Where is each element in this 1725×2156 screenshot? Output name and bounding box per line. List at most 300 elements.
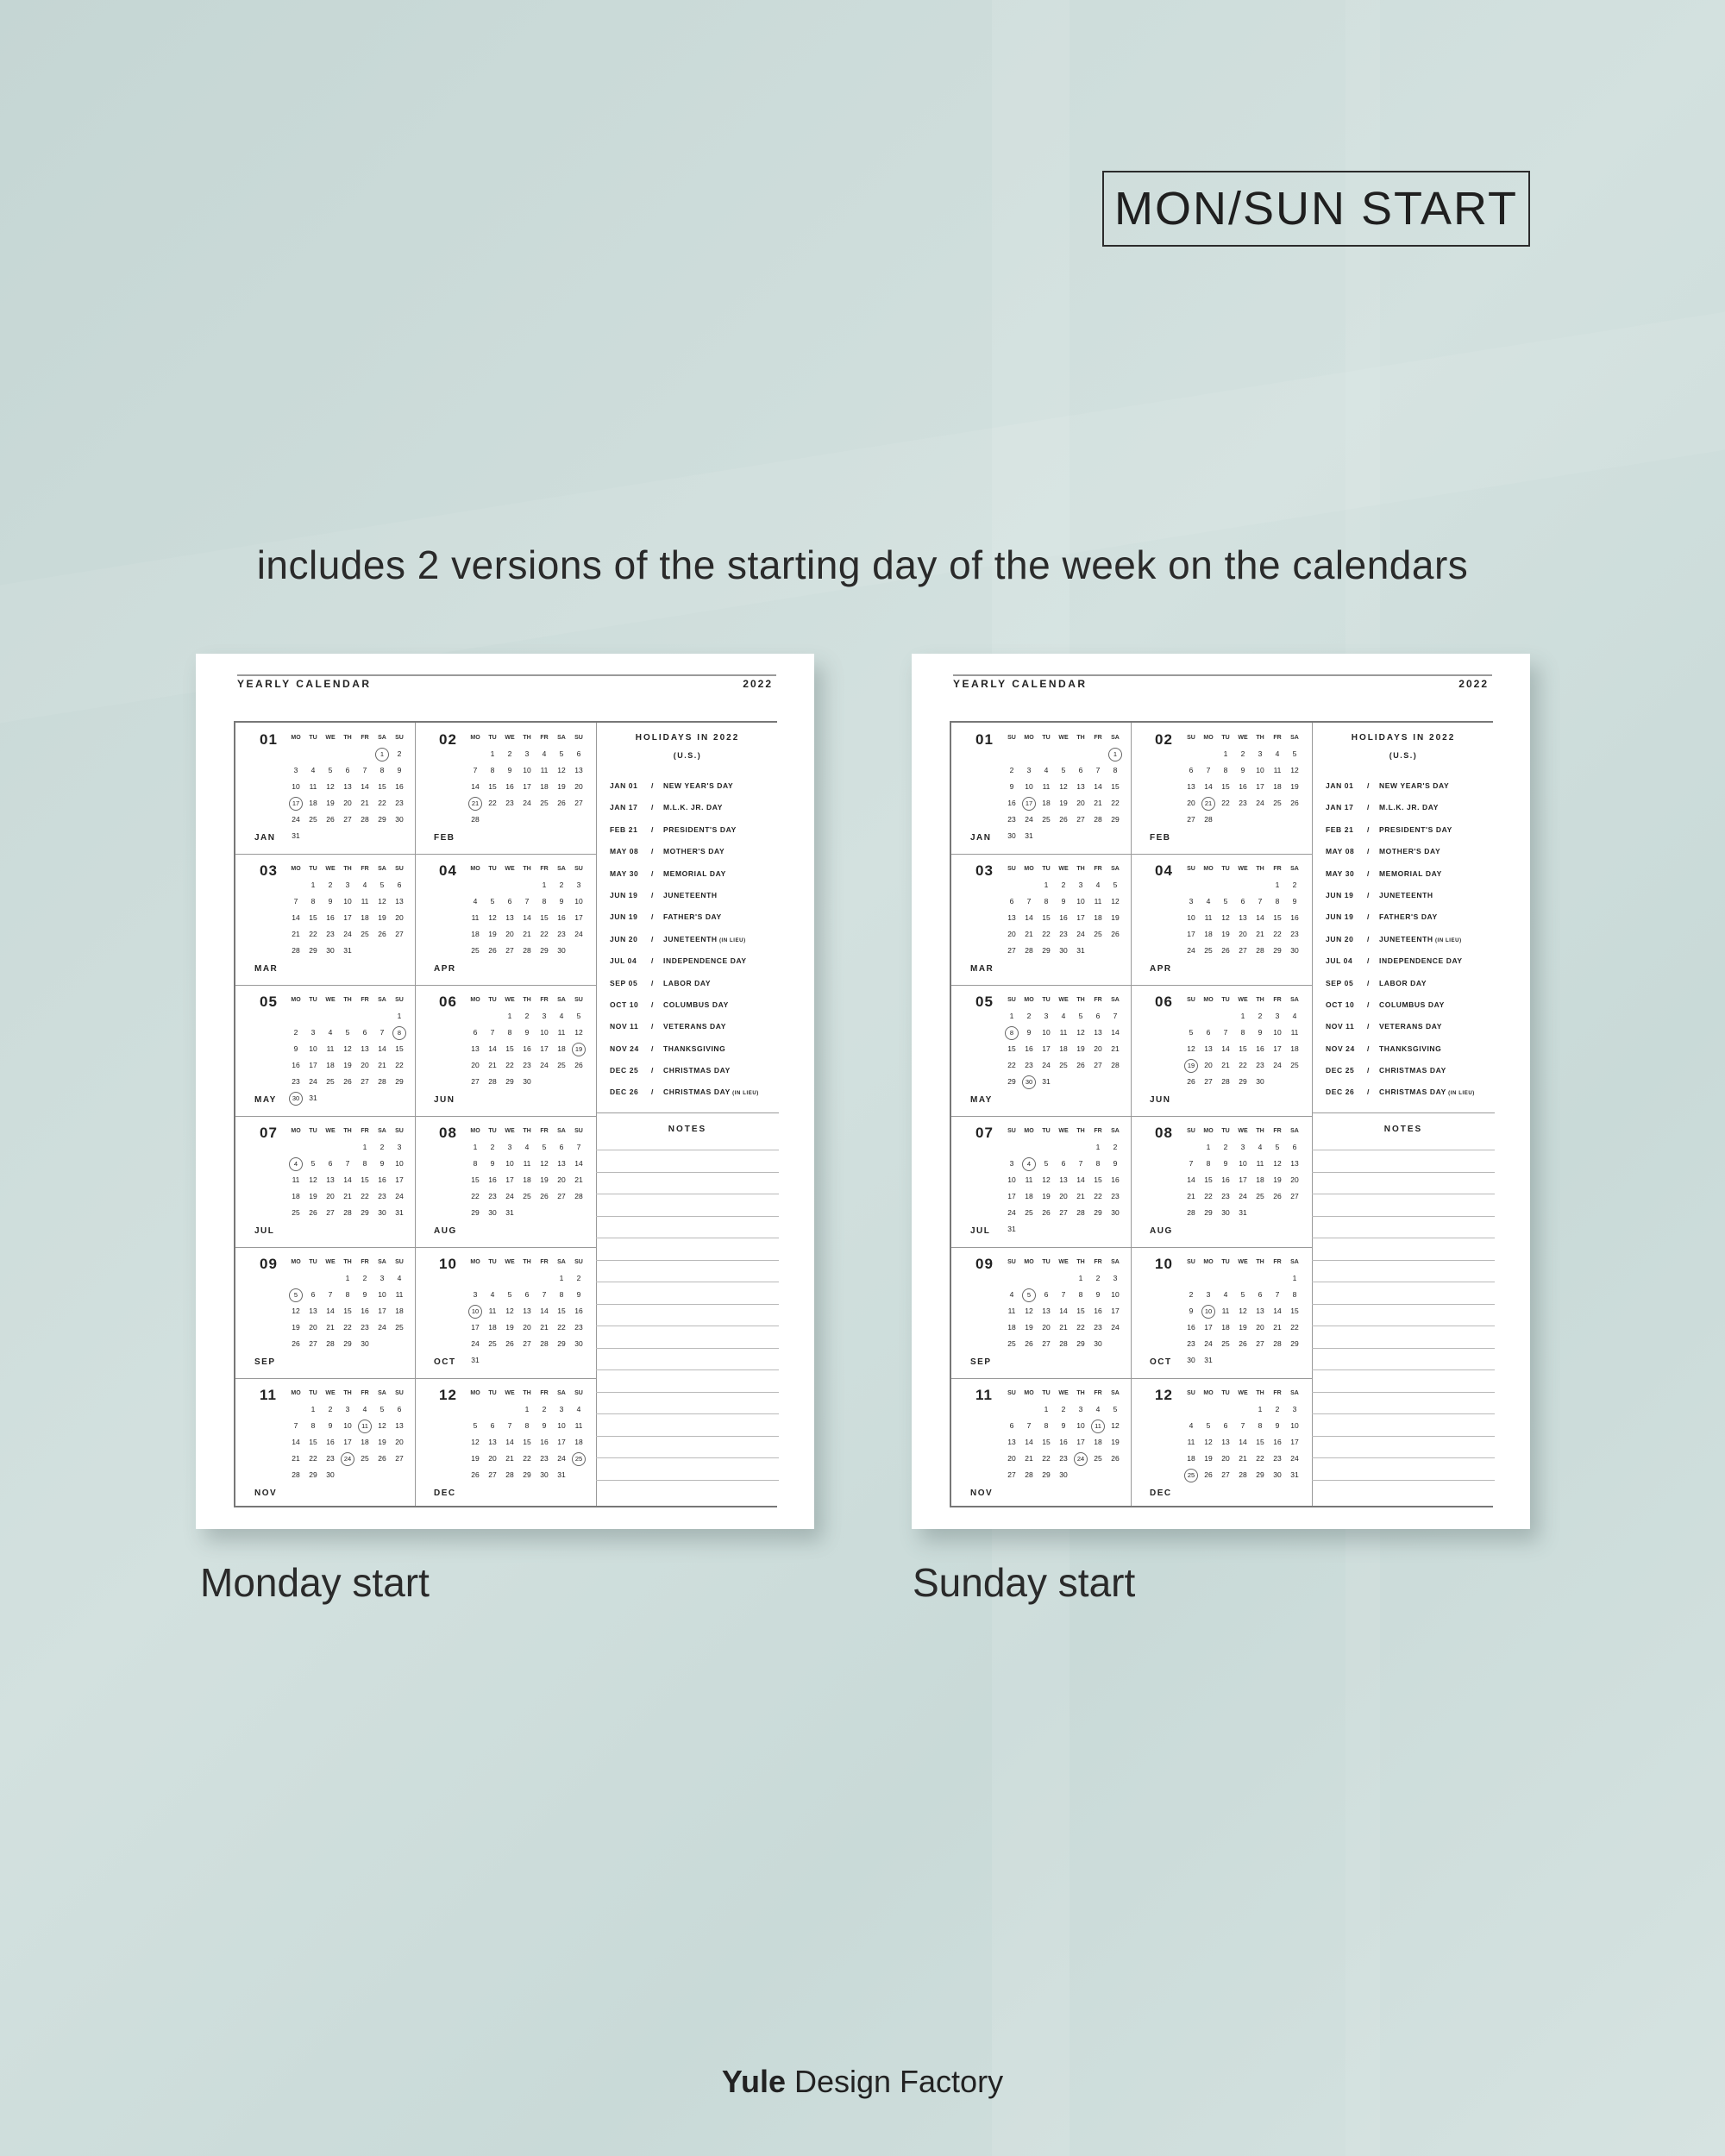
day-cell: 17 <box>540 1044 549 1053</box>
day-cell: 3 <box>345 1405 350 1413</box>
day-cell: 30 <box>1059 946 1068 955</box>
notes-line <box>596 1369 779 1370</box>
day-cell: 13 <box>343 782 352 791</box>
holiday-row <box>1326 956 1475 978</box>
day-cell: 30 <box>1094 1339 1102 1348</box>
holiday-separator: / <box>1367 803 1370 812</box>
day-cell: 19 <box>540 1175 549 1184</box>
day-cell: 3 <box>507 1143 512 1151</box>
holiday-date: JUL 04 <box>610 956 637 966</box>
day-cell: 22 <box>1111 799 1120 807</box>
holiday-date: OCT 10 <box>610 1000 639 1009</box>
day-cell: 26 <box>292 1339 300 1348</box>
day-cell: 4 <box>559 1012 564 1020</box>
holiday-note: (IN LIEU) <box>1446 1091 1475 1097</box>
month-number: 04 <box>439 862 457 879</box>
day-cell: 21 <box>1256 930 1264 938</box>
weekday-header: SA <box>1111 866 1120 872</box>
weekday-header: MO <box>291 1259 301 1265</box>
day-cell: 22 <box>471 1192 480 1200</box>
day-cell: 27 <box>488 1470 497 1479</box>
weekday-header: TH <box>523 735 531 741</box>
day-cell: 23 <box>1273 1454 1282 1463</box>
day-cell: 7 <box>524 897 530 906</box>
day-cell: 17 <box>1111 1307 1120 1315</box>
day-cell <box>373 746 391 762</box>
day-cell: 7 <box>293 897 298 906</box>
day-cell: 26 <box>1111 1454 1120 1463</box>
month-days <box>1182 861 1303 959</box>
empty-day <box>1089 746 1107 762</box>
day-cell: 19 <box>1042 1192 1051 1200</box>
day-cell: 19 <box>343 1061 352 1069</box>
day-cell: 8 <box>1044 897 1049 906</box>
holiday-row <box>610 956 759 978</box>
day-cell: 30 <box>326 1470 335 1479</box>
day-cell: 31 <box>1204 1356 1213 1364</box>
day-cell: 29 <box>1111 815 1120 824</box>
day-cell: 14 <box>574 1159 583 1168</box>
weekday-header: TH <box>1256 997 1264 1003</box>
empty-day <box>1200 877 1217 893</box>
day-cell: 18 <box>557 1044 566 1053</box>
weekday-header: SA <box>378 1390 386 1396</box>
weekday-header: SU <box>1007 735 1016 741</box>
calendar-title: YEARLY CALENDAR <box>953 678 1088 690</box>
holiday-row <box>1326 1022 1475 1044</box>
day-cell: 20 <box>523 1323 531 1332</box>
day-cell <box>1107 746 1124 762</box>
empty-day <box>1217 1401 1234 1418</box>
header-rule <box>953 674 1492 676</box>
day-cell <box>1020 1074 1038 1090</box>
empty-day <box>1020 1139 1038 1156</box>
holiday-circle: 24 <box>341 1452 354 1466</box>
day-cell: 18 <box>1187 1454 1195 1463</box>
day-cell: 23 <box>1059 1454 1068 1463</box>
day-cell: 17 <box>309 1061 317 1069</box>
empty-day <box>1251 1270 1269 1287</box>
day-cell: 13 <box>574 766 583 774</box>
holiday-circle: 1 <box>375 748 389 761</box>
day-cell: 14 <box>292 1438 300 1446</box>
day-cell: 20 <box>1007 1454 1016 1463</box>
weekday-header: TH <box>343 735 352 741</box>
holiday-separator: / <box>1367 956 1370 966</box>
weekday-header: FR <box>540 735 549 741</box>
day-cell: 4 <box>1044 766 1049 774</box>
empty-day <box>356 1008 373 1025</box>
sunday-start-calendar-page <box>912 654 1530 1529</box>
weekday-header: WE <box>505 1390 515 1396</box>
day-cell: 26 <box>574 1061 583 1069</box>
day-cell: 1 <box>1044 1405 1049 1413</box>
day-cell: 21 <box>505 1454 514 1463</box>
day-cell: 17 <box>1290 1438 1299 1446</box>
day-cell: 9 <box>1026 1028 1032 1037</box>
day-cell: 4 <box>310 766 316 774</box>
day-cell: 19 <box>292 1323 300 1332</box>
day-cell: 12 <box>292 1307 300 1315</box>
day-cell: 16 <box>540 1438 549 1446</box>
day-cell: 20 <box>488 1454 497 1463</box>
month-number: 03 <box>975 862 994 879</box>
holiday-separator: / <box>1367 1000 1370 1009</box>
weekday-header: SA <box>1290 735 1299 741</box>
day-cell: 11 <box>1042 782 1051 791</box>
day-cell: 22 <box>488 799 497 807</box>
day-cell: 5 <box>345 1028 350 1037</box>
holiday-row <box>610 1087 759 1109</box>
day-cell: 10 <box>574 897 583 906</box>
month-block <box>1131 1116 1310 1245</box>
day-cell: 25 <box>523 1192 531 1200</box>
day-cell: 16 <box>326 913 335 922</box>
day-cell: 4 <box>1095 1405 1101 1413</box>
day-cell: 22 <box>309 930 317 938</box>
day-cell: 5 <box>1240 1290 1245 1299</box>
day-cell: 27 <box>361 1077 369 1086</box>
day-cell: 23 <box>395 799 404 807</box>
empty-day <box>1251 877 1269 893</box>
day-cell: 29 <box>557 1339 566 1348</box>
day-cell: 10 <box>505 1159 514 1168</box>
day-cell: 21 <box>1273 1323 1282 1332</box>
weekday-header: WE <box>1238 1128 1248 1134</box>
calendar-grid <box>234 721 777 1507</box>
day-cell: 13 <box>471 1044 480 1053</box>
day-cell: 15 <box>1290 1307 1299 1315</box>
weekday-header: SA <box>378 1259 386 1265</box>
weekday-header: SA <box>557 1259 566 1265</box>
day-cell: 16 <box>1059 913 1068 922</box>
holiday-row <box>610 847 759 868</box>
holiday-date: JUN 20 <box>1326 934 1354 943</box>
day-cell: 14 <box>523 913 531 922</box>
weekday-header: FR <box>1273 1259 1282 1265</box>
month-number: 06 <box>439 993 457 1010</box>
day-cell: 15 <box>1007 1044 1016 1053</box>
day-cell: 20 <box>1290 1175 1299 1184</box>
month-days <box>1182 992 1303 1090</box>
day-cell: 12 <box>540 1159 549 1168</box>
day-cell: 11 <box>557 1028 566 1037</box>
day-cell: 2 <box>524 1012 530 1020</box>
day-cell: 6 <box>1009 897 1014 906</box>
day-cell: 15 <box>343 1307 352 1315</box>
day-cell: 11 <box>540 766 549 774</box>
weekday-header: SA <box>557 997 566 1003</box>
month-number: 05 <box>975 993 994 1010</box>
day-cell: 8 <box>490 766 495 774</box>
day-cell: 16 <box>1094 1307 1102 1315</box>
notes-line <box>596 1348 779 1349</box>
weekday-header: SU <box>574 997 583 1003</box>
calendar-year: 2022 <box>1458 678 1489 690</box>
empty-day <box>1217 877 1234 893</box>
holiday-circle: 17 <box>1022 797 1036 811</box>
day-cell: 3 <box>576 881 581 889</box>
day-cell: 10 <box>1187 913 1195 922</box>
day-cell: 3 <box>1206 1290 1211 1299</box>
holiday-name: THANKSGIVING <box>663 1044 726 1053</box>
weekday-header: SU <box>1187 1390 1195 1396</box>
empty-day <box>1038 746 1055 762</box>
day-cell: 29 <box>1273 946 1282 955</box>
day-cell: 20 <box>395 1438 404 1446</box>
day-cell: 5 <box>1223 897 1228 906</box>
day-cell: 6 <box>559 1143 564 1151</box>
weekday-header: TH <box>523 866 531 872</box>
weekday-header: FR <box>540 1128 549 1134</box>
empty-day <box>373 1008 391 1025</box>
month-days <box>1003 1123 1124 1238</box>
day-cell: 9 <box>524 1028 530 1037</box>
day-cell: 28 <box>574 1192 583 1200</box>
day-cell: 11 <box>1204 913 1213 922</box>
day-cell: 25 <box>471 946 480 955</box>
weekday-header: SU <box>574 1390 583 1396</box>
day-cell: 29 <box>1256 1470 1264 1479</box>
notes-line <box>596 1457 779 1458</box>
holiday-date: DEC 26 <box>610 1087 639 1097</box>
holiday-name: COLUMBUS DAY <box>1379 1000 1445 1009</box>
holiday-date: OCT 10 <box>1326 1000 1355 1009</box>
holiday-separator: / <box>651 1044 654 1053</box>
day-cell: 15 <box>488 782 497 791</box>
holiday-separator: / <box>651 912 654 922</box>
holiday-circle: 30 <box>1022 1075 1036 1089</box>
day-cell: 19 <box>1111 1438 1120 1446</box>
day-cell: 3 <box>559 1405 564 1413</box>
month-number: 08 <box>439 1125 457 1141</box>
day-cell: 8 <box>362 1159 367 1168</box>
holiday-circle: 5 <box>1022 1288 1036 1302</box>
day-cell: 19 <box>309 1192 317 1200</box>
weekday-header: MO <box>470 735 480 741</box>
day-cell: 16 <box>1187 1323 1195 1332</box>
weekday-header: WE <box>505 997 515 1003</box>
holiday-row <box>1326 781 1475 803</box>
day-cell: 6 <box>507 897 512 906</box>
day-cell: 11 <box>292 1175 300 1184</box>
month-name: JAN <box>970 833 992 843</box>
day-cell: 22 <box>1007 1061 1016 1069</box>
day-cell: 12 <box>378 1421 386 1430</box>
day-cell: 7 <box>1026 1421 1032 1430</box>
day-cell: 3 <box>293 766 298 774</box>
day-cell: 18 <box>326 1061 335 1069</box>
day-cell <box>356 1418 373 1434</box>
day-cell: 4 <box>1275 749 1280 758</box>
day-cell: 19 <box>1290 782 1299 791</box>
day-cell: 17 <box>1239 1175 1247 1184</box>
day-cell: 17 <box>1187 930 1195 938</box>
holiday-separator: / <box>1367 1066 1370 1075</box>
day-cell: 20 <box>471 1061 480 1069</box>
holiday-name: VETERANS DAY <box>1379 1022 1443 1031</box>
day-cell: 15 <box>309 913 317 922</box>
weekday-header: TU <box>309 997 317 1003</box>
day-cell: 24 <box>395 1192 404 1200</box>
empty-day <box>1182 877 1200 893</box>
month-number: 09 <box>975 1256 994 1272</box>
day-cell <box>287 1156 304 1172</box>
weekday-header: SU <box>1187 1128 1195 1134</box>
day-cell: 30 <box>1111 1208 1120 1217</box>
day-cell: 26 <box>505 1339 514 1348</box>
weekday-header: TU <box>1042 997 1051 1003</box>
holiday-date: NOV 24 <box>610 1044 639 1053</box>
day-cell: 10 <box>343 1421 352 1430</box>
day-cell: 1 <box>310 881 316 889</box>
day-cell: 13 <box>326 1175 335 1184</box>
day-cell: 21 <box>488 1061 497 1069</box>
day-cell: 19 <box>505 1323 514 1332</box>
holiday-row <box>610 1066 759 1087</box>
weekday-header: FR <box>540 1259 549 1265</box>
day-cell: 25 <box>1059 1061 1068 1069</box>
holiday-row <box>610 825 759 847</box>
holiday-row <box>610 1044 759 1066</box>
day-cell <box>1200 795 1217 812</box>
day-cell: 18 <box>361 1438 369 1446</box>
day-cell: 16 <box>505 782 514 791</box>
day-cell <box>1020 795 1038 812</box>
day-cell: 27 <box>1221 1470 1230 1479</box>
weekday-header: SU <box>395 997 404 1003</box>
day-cell: 5 <box>576 1012 581 1020</box>
day-cell: 2 <box>397 749 402 758</box>
month-name: MAR <box>254 964 279 974</box>
weekday-header: SU <box>1007 866 1016 872</box>
day-cell: 20 <box>1187 799 1195 807</box>
day-cell: 19 <box>1273 1175 1282 1184</box>
day-cell: 2 <box>380 1143 385 1151</box>
notes-line <box>1312 1348 1495 1349</box>
weekday-header: SA <box>378 735 386 741</box>
month-block <box>1131 723 1310 852</box>
empty-day <box>1003 1401 1020 1418</box>
day-cell: 4 <box>542 749 547 758</box>
weekday-header: TU <box>1042 735 1051 741</box>
empty-day <box>339 1008 356 1025</box>
empty-day <box>1072 746 1089 762</box>
holiday-name: INDEPENDENCE DAY <box>1379 956 1463 966</box>
day-cell: 3 <box>1258 749 1263 758</box>
holiday-name: MOTHER'S DAY <box>1379 847 1441 856</box>
day-cell: 17 <box>557 1438 566 1446</box>
day-cell: 13 <box>1059 1175 1068 1184</box>
weekday-header: TH <box>523 1259 531 1265</box>
empty-day <box>287 1401 304 1418</box>
day-cell: 3 <box>1240 1143 1245 1151</box>
day-cell: 9 <box>1061 897 1066 906</box>
day-cell: 25 <box>488 1339 497 1348</box>
day-cell: 28 <box>343 1208 352 1217</box>
empty-day <box>1182 1008 1200 1025</box>
holidays-panel <box>1312 723 1495 1112</box>
day-cell <box>467 1303 484 1319</box>
day-cell: 14 <box>326 1307 335 1315</box>
day-cell: 18 <box>1094 913 1102 922</box>
day-cell: 15 <box>1076 1307 1085 1315</box>
day-cell: 8 <box>345 1290 350 1299</box>
weekday-header: MO <box>291 1128 301 1134</box>
weekday-header: MO <box>1203 735 1214 741</box>
day-cell: 3 <box>1078 881 1083 889</box>
holiday-name: NEW YEAR'S DAY <box>1379 781 1450 790</box>
holiday-name: CHRISTMAS DAY <box>1379 1087 1446 1097</box>
day-cell: 5 <box>1189 1028 1194 1037</box>
weekday-header: TU <box>309 866 317 872</box>
day-cell: 10 <box>540 1028 549 1037</box>
weekday-header: TU <box>1042 1128 1051 1134</box>
day-cell: 9 <box>1009 782 1014 791</box>
weekday-header: WE <box>1238 1259 1248 1265</box>
month-block <box>235 723 415 852</box>
day-cell: 14 <box>1273 1307 1282 1315</box>
day-cell: 18 <box>574 1438 583 1446</box>
weekday-header: TH <box>1076 735 1085 741</box>
day-cell: 23 <box>540 1454 549 1463</box>
day-cell: 2 <box>1026 1012 1032 1020</box>
day-cell: 22 <box>361 1192 369 1200</box>
holiday-date: JAN 17 <box>610 803 638 812</box>
day-cell: 21 <box>292 1454 300 1463</box>
weekday-header: SU <box>574 735 583 741</box>
day-cell: 24 <box>505 1192 514 1200</box>
weekday-header: SA <box>1290 1259 1299 1265</box>
weekday-header: TU <box>488 1390 497 1396</box>
day-cell: 15 <box>1239 1044 1247 1053</box>
day-cell: 11 <box>1273 766 1282 774</box>
day-cell: 1 <box>559 1274 564 1282</box>
day-cell: 22 <box>1290 1323 1299 1332</box>
day-cell <box>287 795 304 812</box>
day-cell <box>1020 1156 1038 1172</box>
day-cell: 18 <box>1025 1192 1033 1200</box>
day-cell: 6 <box>1240 897 1245 906</box>
empty-day <box>484 877 501 893</box>
weekday-header: TU <box>1042 1390 1051 1396</box>
month-name: MAR <box>970 964 994 974</box>
day-cell: 24 <box>1076 930 1085 938</box>
day-cell: 27 <box>574 799 583 807</box>
empty-day <box>467 746 484 762</box>
day-cell: 7 <box>576 1143 581 1151</box>
month-number: 05 <box>260 993 278 1010</box>
day-cell: 11 <box>326 1044 335 1053</box>
day-cell: 16 <box>1239 782 1247 791</box>
day-cell: 21 <box>574 1175 583 1184</box>
day-cell: 3 <box>1113 1274 1118 1282</box>
weekday-header: SA <box>1290 866 1299 872</box>
day-cell: 14 <box>361 782 369 791</box>
notes-line <box>1312 1216 1495 1217</box>
holiday-date: DEC 25 <box>610 1066 639 1075</box>
empty-day <box>518 877 536 893</box>
holiday-row <box>1326 869 1475 891</box>
day-cell: 8 <box>1095 1159 1101 1168</box>
day-cell: 22 <box>309 1454 317 1463</box>
day-cell: 16 <box>1025 1044 1033 1053</box>
day-cell: 28 <box>1025 1470 1033 1479</box>
day-cell: 16 <box>1007 799 1016 807</box>
notes-title: NOTES <box>668 1125 707 1134</box>
holidays-subtitle: (U.S.) <box>1389 751 1418 760</box>
day-cell: 18 <box>1204 930 1213 938</box>
